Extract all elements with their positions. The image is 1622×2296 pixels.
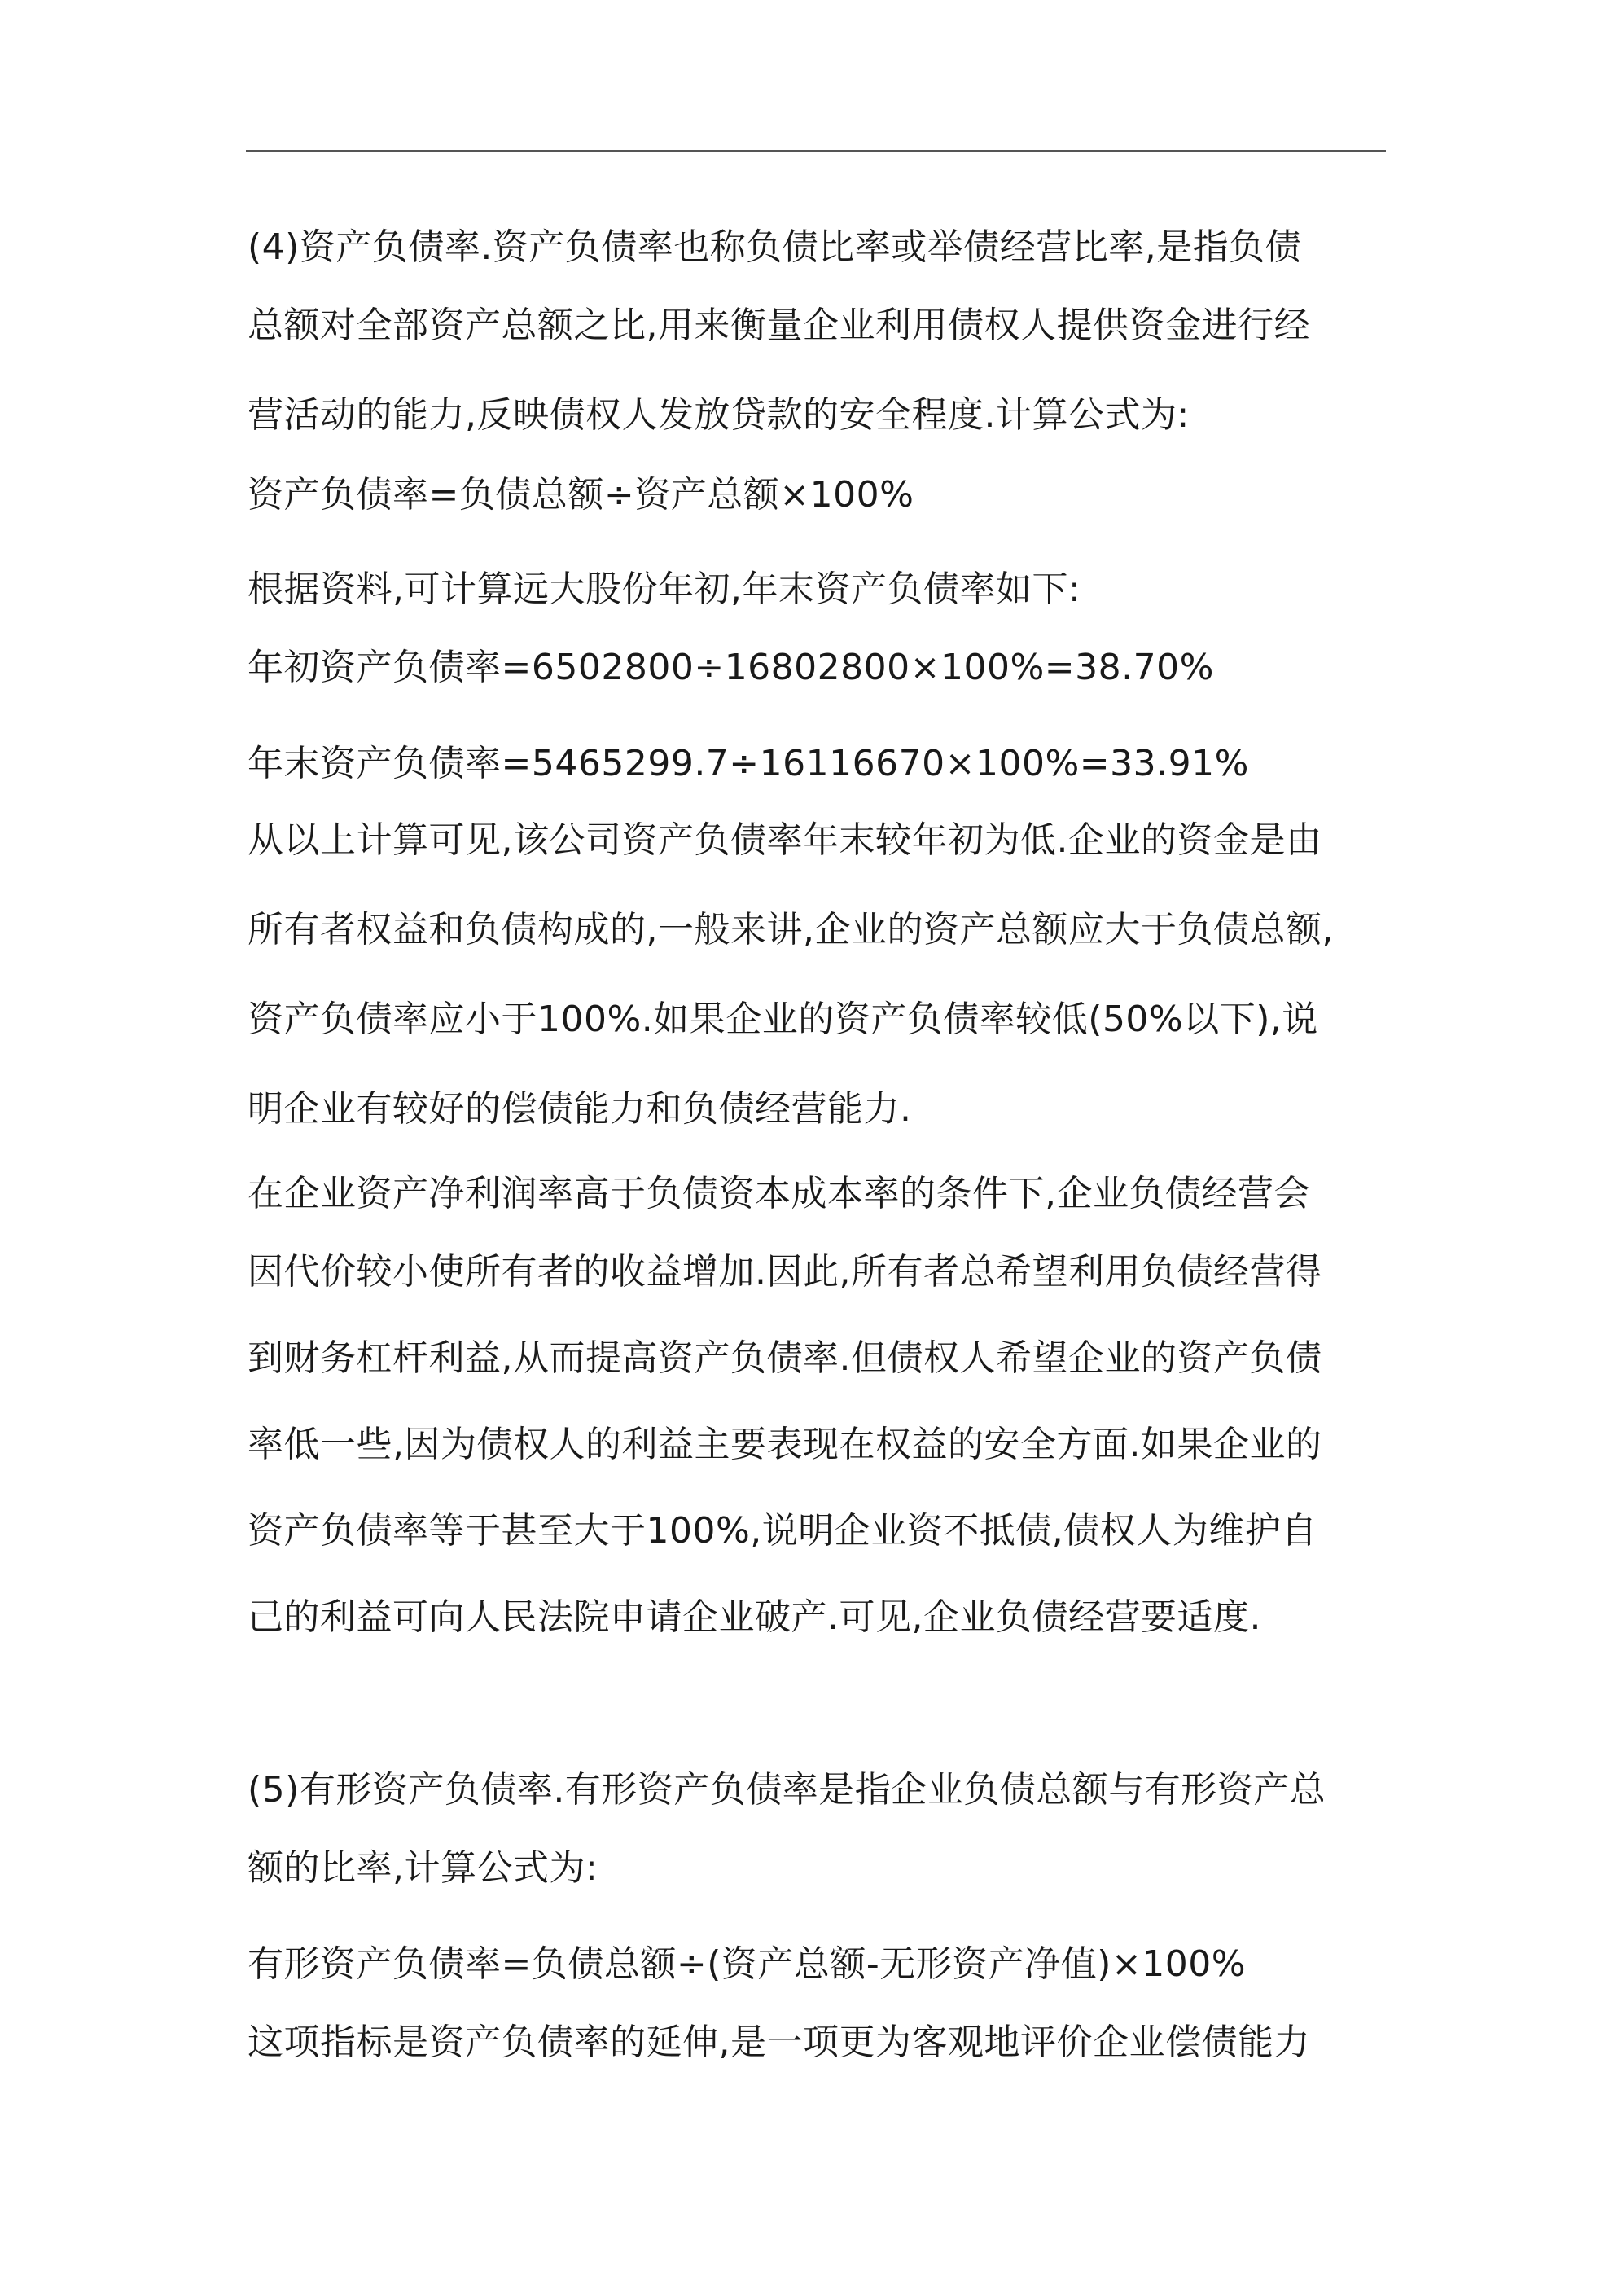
- text-line: 资产负债率=负债总额÷资产总额×100%: [248, 474, 914, 516]
- text-line: 从以上计算可见,该公司资产负债率年末较年初为低.企业的资金是由: [248, 819, 1322, 861]
- text-line: 年末资产负债率=5465299.7÷16116670×100%=33.91%: [248, 743, 1249, 784]
- text-line: 年初资产负债率=6502800÷16802800×100%=38.70%: [248, 647, 1214, 688]
- text-line: 有形资产负债率=负债总额÷(资产总额-无形资产净值)×100%: [248, 1943, 1247, 1985]
- text-line: 资产负债率等于甚至大于100%,说明企业资不抵债,债权人为维护自: [248, 1510, 1317, 1552]
- text-line: 营活动的能力,反映债权人发放贷款的安全程度.计算公式为:: [248, 394, 1190, 436]
- text-line: (5)有形资产负债率.有形资产负债率是指企业负债总额与有形资产总: [248, 1769, 1326, 1811]
- text-line: (4)资产负债率.资产负债率也称负债比率或举债经营比率,是指负债: [248, 226, 1302, 268]
- text-line: 资产负债率应小于100%.如果企业的资产负债率较低(50%以下),说: [248, 999, 1318, 1040]
- text-line: 己的利益可向人民法院申请企业破产.可见,企业负债经营要适度.: [248, 1596, 1261, 1638]
- text-line: 在企业资产净利润率高于负债资本成本率的条件下,企业负债经营会: [248, 1173, 1310, 1214]
- text-line: 明企业有较好的偿债能力和负债经营能力.: [248, 1088, 912, 1130]
- text-line: 所有者权益和负债构成的,一般来讲,企业的资产总额应大于负债总额,: [248, 909, 1334, 950]
- header-rule: [246, 150, 1386, 152]
- text-line: 因代价较小使所有者的收益增加.因此,所有者总希望利用负债经营得: [248, 1251, 1322, 1293]
- text-line: 这项指标是资产负债率的延伸,是一项更为客观地评价企业偿债能力: [248, 2022, 1310, 2063]
- text-line: 总额对全部资产总额之比,用来衡量企业利用债权人提供资金进行经: [248, 305, 1310, 346]
- text-line: 率低一些,因为债权人的利益主要表现在权益的安全方面.如果企业的: [248, 1424, 1322, 1465]
- text-line: 根据资料,可计算远大股份年初,年末资产负债率如下:: [248, 569, 1081, 610]
- text-line: 额的比率,计算公式为:: [248, 1847, 598, 1889]
- text-line: 到财务杠杆利益,从而提高资产负债率.但债权人希望企业的资产负债: [248, 1337, 1322, 1379]
